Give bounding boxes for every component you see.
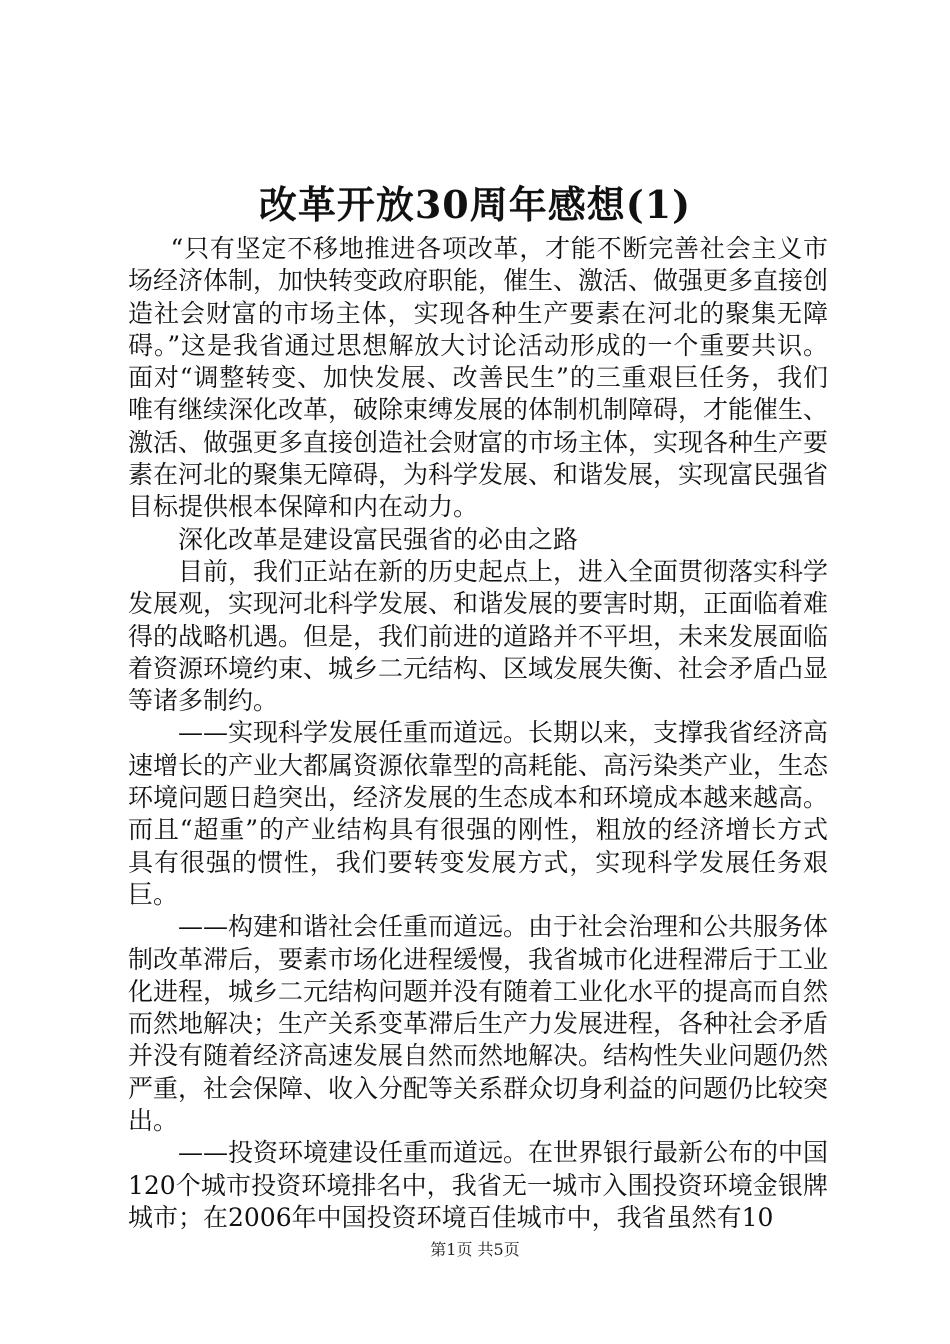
document-body [128, 233, 828, 1234]
page-footer: 第1页 共5页 [430, 1240, 520, 1259]
paragraph-intro: “只有坚定不移地推进各项改革，才能不断完善社会主义市场经济体制，加快转变政府职能，催生、激活、做强更多直接创造社会财富的市场主体，实现各种生产要素在河北的聚集无障碍。”这是我省通过思想解放大讨论活动形成的一个重要共识。面对“调整转变、加快发展、改善民生”的三重艰巨任务，我们唯有继续深化改革，破除束缚发展的体制机制障碍，才能催生、激活、做强更多直接创造社会财富的市场主体，实现各种生产要素在河北的聚集无障碍，为科学发展、和谐发展，实现富民强省目标提供根本保障和内在动力。 [128, 234, 829, 522]
paragraph-scientific-development: ——实现科学发展任重而道远。长期以来，支撑我省经济高速增长的产业大都属资源依靠型的高耗能、高污染类产业，生态环境问题日趋突出，经济发展的生态成本和环境成本越来越高。而且“超重”的产业结构具有很强的刚性，粗放的经济增长方式具有很强的惯性，我们要转变发展方式，实现科学发展任务艰巨。 [128, 718, 829, 909]
document-title: 改革开放30周年感想(1) [258, 182, 692, 227]
paragraph-investment-environment: ——投资环境建设任重而道远。在世界银行最新公布的中国120个城市投资环境排名中，我省无一城市入围投资环境金银牌城市；在2006年中国投资环境百佳城市中，我省虽然有10 [128, 1138, 829, 1232]
paragraph-subheading: 深化改革是建设富民强省的必由之路 [178, 524, 579, 554]
paragraph-current-situation: 目前，我们正站在新的历史起点上，进入全面贯彻落实科学发展观，实现河北科学发展、和谐发展的要害时期，正面临着难得的战略机遇。但是，我们前进的道路并不平坦，未来发展面临着资源环境约束、城乡二元结构、区域发展失衡、社会矛盾凸显等诸多制约。 [128, 556, 829, 716]
paragraph-harmonious-society: ——构建和谐社会任重而道远。由于社会治理和公共服务体制改革滞后，要素市场化进程缓慢，我省城市化进程滞后于工业化进程，城乡二元结构问题并没有随着工业化水平的提高而自然而然地解决；生产关系变革滞后生产力发展进程，各种社会矛盾并没有随着经济高速发展自然而然地解决。结构性失业问题仍然严重，社会保障、收入分配等关系群众切身利益的问题仍比较突出。 [128, 912, 829, 1136]
